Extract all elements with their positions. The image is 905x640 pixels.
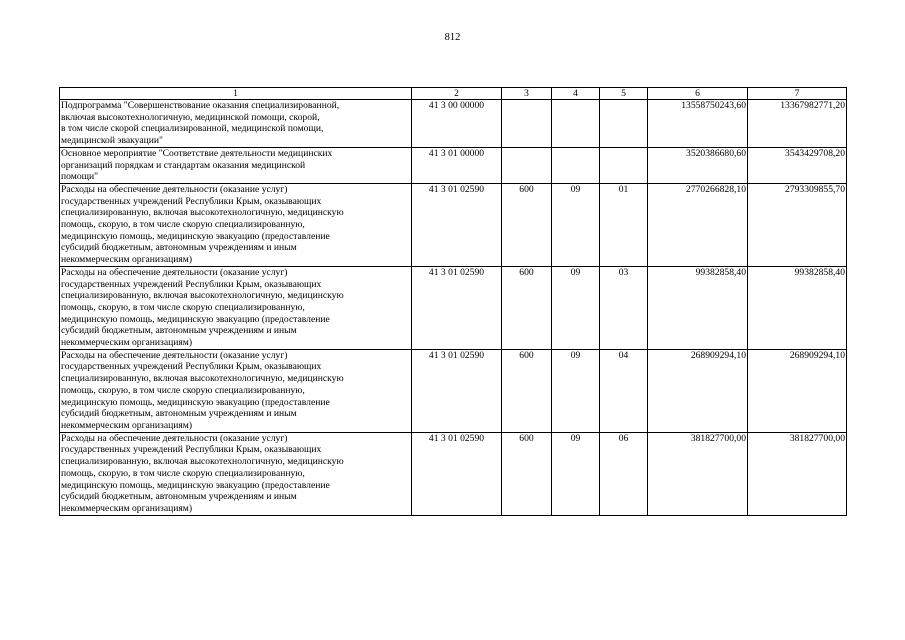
row-sum1-cell: 3520386680,60 (648, 147, 748, 183)
table-header-row (60, 88, 847, 100)
row-rz-cell: 09 (552, 266, 600, 349)
column-header-6: 6 (648, 88, 748, 100)
row-pr-cell: 04 (600, 349, 648, 432)
table-row (60, 100, 847, 148)
row-rz-cell: 09 (552, 183, 600, 266)
row-pr-cell: 06 (600, 432, 648, 515)
page-number: 812 (444, 32, 461, 43)
row-vr-cell: 600 (502, 266, 552, 349)
row-name-cell: Расходы на обеспечение деятельности (оказание услуг) государственных учреждений Республики Крым, оказывающих специализированную, включая высокотехнологичную, медицинскую помощь, скорую, в том числе скорую специализированную, медицинскую помощь, медицинскую эвакуацию (предоставление субсидий бюджетным, автономным учреждениям и иным некоммерческим организациям) (60, 432, 412, 515)
table-row (60, 432, 847, 515)
row-name-cell: Расходы на обеспечение деятельности (оказание услуг) государственных учреждений Республики Крым, оказывающих специализированную, включая высокотехнологичную, медицинскую помощь, скорую, в том числе скорую специализированную, медицинскую помощь, медицинскую эвакуацию (предоставление субсидий бюджетным, автономным учреждениям и иным некоммерческим организациям) (60, 266, 412, 349)
row-name-cell: Расходы на обеспечение деятельности (оказание услуг) государственных учреждений Республики Крым, оказывающих специализированную, включая высокотехнологичную, медицинскую помощь, скорую, в том числе скорую специализированную, медицинскую помощь, медицинскую эвакуацию (предоставление субсидий бюджетным, автономным учреждениям и иным некоммерческим организациям) (60, 349, 412, 432)
row-pr-cell: 01 (600, 183, 648, 266)
row-rz-cell: 09 (552, 349, 600, 432)
row-sum1-cell: 381827700,00 (648, 432, 748, 515)
table-row (60, 183, 847, 266)
column-header-7: 7 (748, 88, 847, 100)
row-sum2-cell: 99382858,40 (748, 266, 847, 349)
row-sum1-cell: 99382858,40 (648, 266, 748, 349)
row-vr-cell: 600 (502, 432, 552, 515)
row-sum1-cell: 268909294,10 (648, 349, 748, 432)
column-header-3: 3 (502, 88, 552, 100)
column-header-2: 2 (412, 88, 502, 100)
row-rz-cell (552, 147, 600, 183)
row-vr-cell: 600 (502, 349, 552, 432)
row-name-cell: Основное мероприятие "Соответствие деятельности медицинских организаций порядкам и стандартам оказания медицинской помощи" (60, 147, 412, 183)
table-row (60, 266, 847, 349)
row-csr-cell: 41 3 01 02590 (412, 266, 502, 349)
table-row (60, 147, 847, 183)
row-sum2-cell: 3543429708,20 (748, 147, 847, 183)
row-vr-cell (502, 147, 552, 183)
row-csr-cell: 41 3 01 02590 (412, 432, 502, 515)
row-sum1-cell: 2770266828,10 (648, 183, 748, 266)
row-sum2-cell: 381827700,00 (748, 432, 847, 515)
row-name-cell: Подпрограмма "Совершенствование оказания специализированной, включая высокотехнологичную, медицинской помощи, скорой, в том числе скорой специализированной, медицинской помощи, медицинской эвакуации" (60, 100, 412, 148)
row-pr-cell (600, 147, 648, 183)
row-rz-cell (552, 100, 600, 148)
budget-table (59, 87, 847, 516)
row-csr-cell: 41 3 00 00000 (412, 100, 502, 148)
row-pr-cell (600, 100, 648, 148)
row-sum1-cell: 13558750243,60 (648, 100, 748, 148)
row-vr-cell (502, 100, 552, 148)
row-vr-cell: 600 (502, 183, 552, 266)
row-sum2-cell: 268909294,10 (748, 349, 847, 432)
row-rz-cell: 09 (552, 432, 600, 515)
table-row (60, 349, 847, 432)
row-sum2-cell: 2793309855,70 (748, 183, 847, 266)
column-header-1: 1 (60, 88, 412, 100)
row-name-cell: Расходы на обеспечение деятельности (оказание услуг) государственных учреждений Республики Крым, оказывающих специализированную, включая высокотехнологичную, медицинскую помощь, скорую, в том числе скорую специализированную, медицинскую помощь, медицинскую эвакуацию (предоставление субсидий бюджетным, автономным учреждениям и иным некоммерческим организациям) (60, 183, 412, 266)
row-csr-cell: 41 3 01 00000 (412, 147, 502, 183)
row-sum2-cell: 13367982771,20 (748, 100, 847, 148)
column-header-5: 5 (600, 88, 648, 100)
row-csr-cell: 41 3 01 02590 (412, 183, 502, 266)
row-pr-cell: 03 (600, 266, 648, 349)
column-header-4: 4 (552, 88, 600, 100)
row-csr-cell: 41 3 01 02590 (412, 349, 502, 432)
